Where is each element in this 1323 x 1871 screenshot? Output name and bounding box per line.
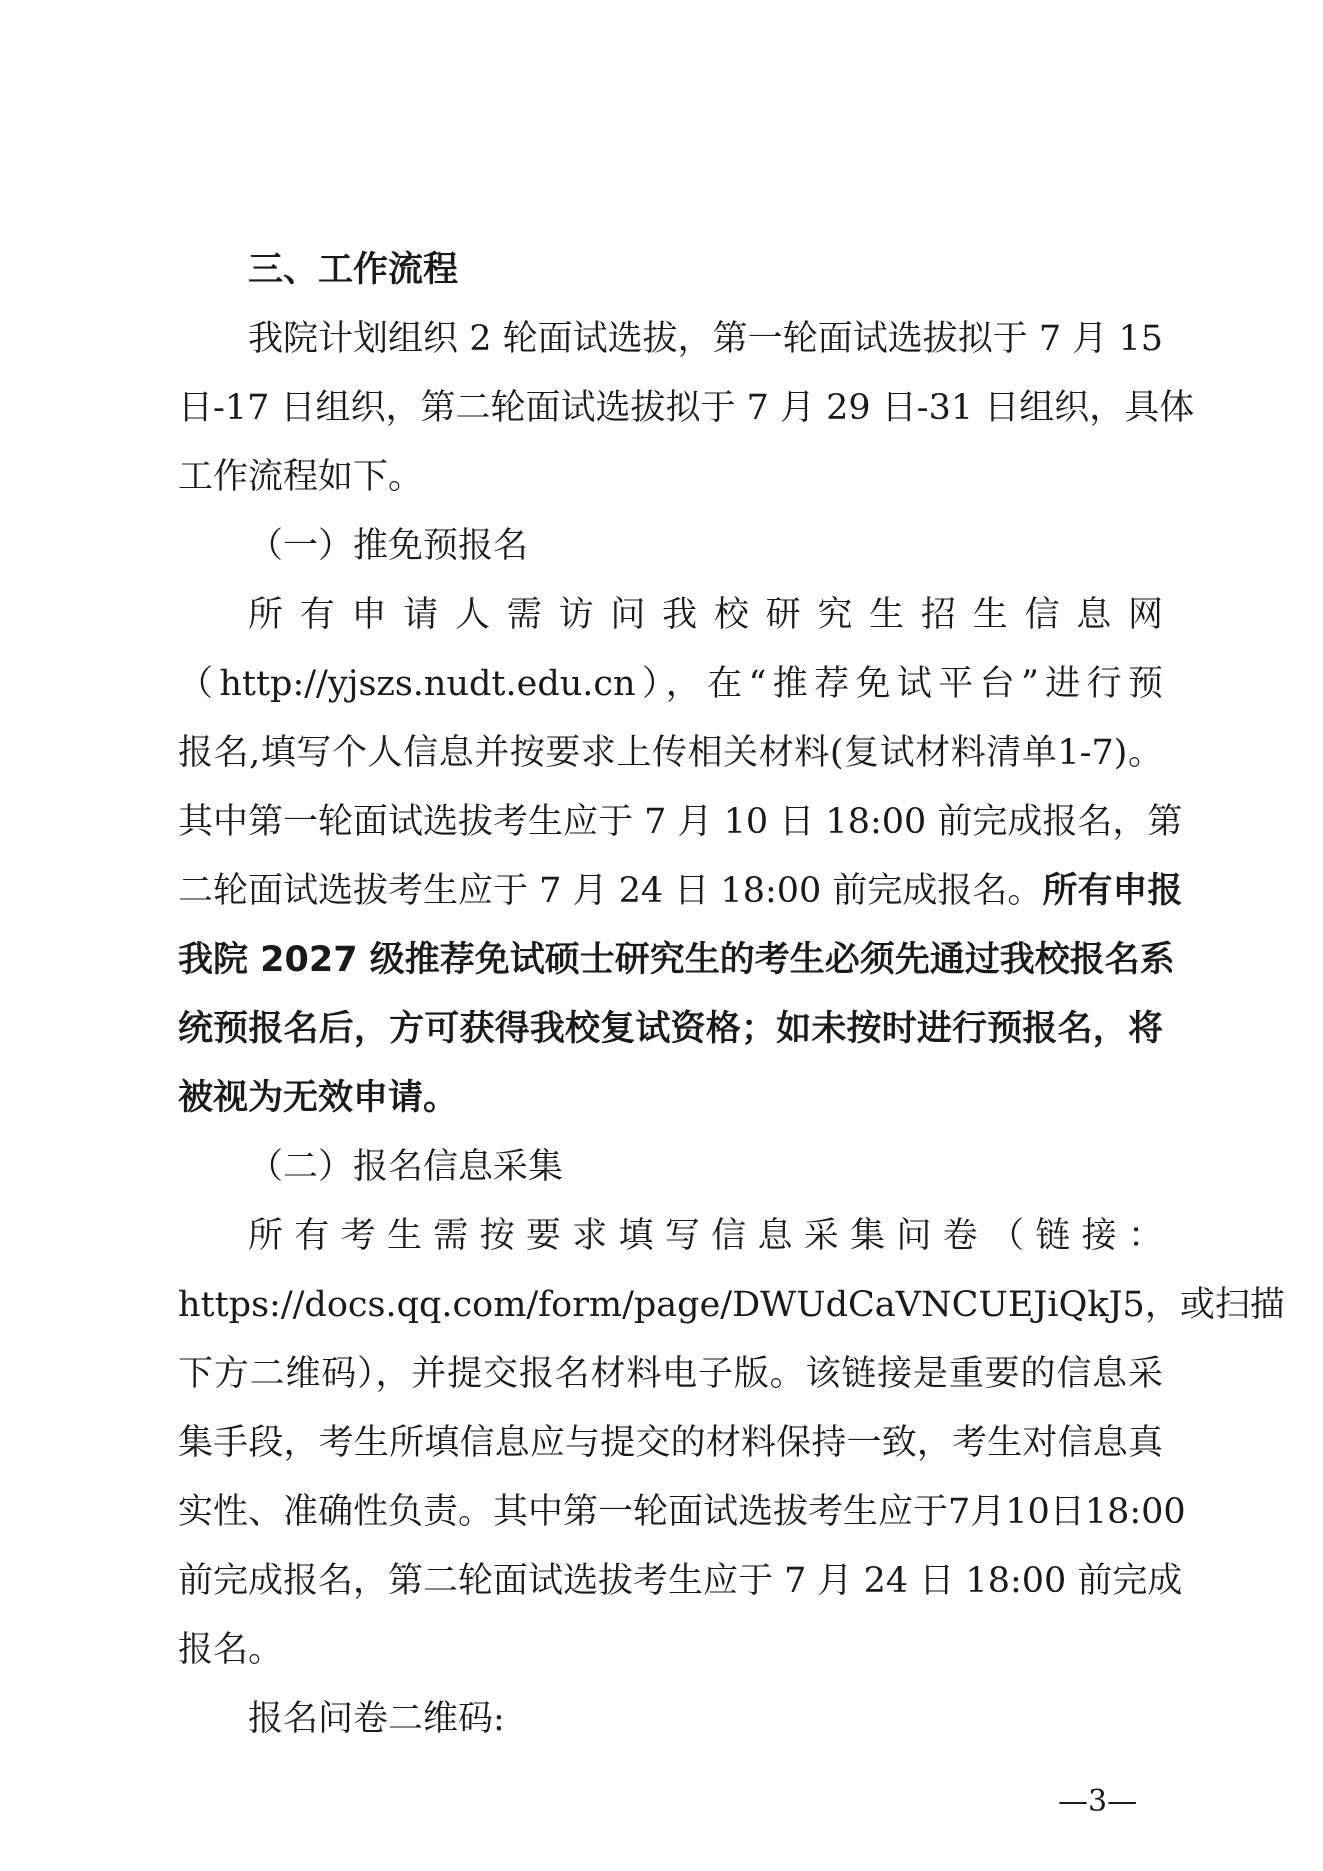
subsection-1-title: （一）推免预报名 [248, 526, 529, 566]
sub1-line-1: 所有申请人需访问我校研究生招生信息网 [248, 595, 1163, 635]
sub2-line-1: 所有考生需按要求填写信息采集问卷（链接： [248, 1216, 1163, 1256]
sub2-line-4: 集手段，考生所填信息应与提交的材料保持一致，考生对信息真 [178, 1423, 1163, 1463]
intro-line-1: 我院计划组织 2 轮面试选拔，第一轮面试选拔拟于 7 月 15 [248, 319, 1163, 359]
sub1-bold-line-1: 我院 2027 级推荐免试硕士研究生的考生必须先通过我校报名系 [178, 940, 1175, 980]
sub1-bold-line-2: 统预报名后，方可获得我校复试资格；如未按时进行预报名，将 [178, 1009, 1163, 1049]
sub2-line-6: 前完成报名，第二轮面试选拔考生应于 7 月 24 日 18:00 前完成 [178, 1561, 1183, 1601]
sub1-line-5 [178, 869, 1183, 913]
sub1-line-4: 其中第一轮面试选拔考生应于 7 月 10 日 18:00 前完成报名，第 [178, 802, 1183, 842]
qr-code-label: 报名问卷二维码: [248, 1699, 505, 1739]
sub1-line-3: 报名,填写个人信息并按要求上传相关材料(复试材料清单1-7)。 [178, 733, 1163, 773]
sub1-bold-line-3: 被视为无效申请。 [178, 1078, 459, 1118]
sub1-line-5-normal: 二轮面试选拔考生应于 7 月 24 日 18:00 前完成报名。 [178, 871, 1043, 911]
section-heading: 三、工作流程 [248, 250, 459, 290]
sub2-line-5: 实性、准确性负责。其中第一轮面试选拔考生应于7月10日18:00 [178, 1492, 1186, 1532]
sub2-line-3: 下方二维码），并提交报名材料电子版。该链接是重要的信息采 [178, 1354, 1163, 1394]
intro-line-2: 日-17 日组织，第二轮面试选拔拟于 7 月 29 日-31 日组织，具体 [178, 388, 1195, 428]
sub2-line-7: 报名。 [178, 1630, 284, 1670]
sub1-line-5-bold: 所有申报 [1042, 871, 1183, 911]
page-number: —3— [1058, 1784, 1138, 1819]
sub1-line-2: （http://yjszs.nudt.edu.cn），在“推荐免试平台”进行预 [178, 664, 1163, 704]
questionnaire-link-line[interactable]: https://docs.qq.com/form/page/DWUdCaVNCUEJiQkJ5，或扫描 [178, 1285, 1285, 1325]
intro-line-3: 工作流程如下。 [178, 457, 424, 497]
subsection-2-title: （二）报名信息采集 [248, 1147, 564, 1187]
